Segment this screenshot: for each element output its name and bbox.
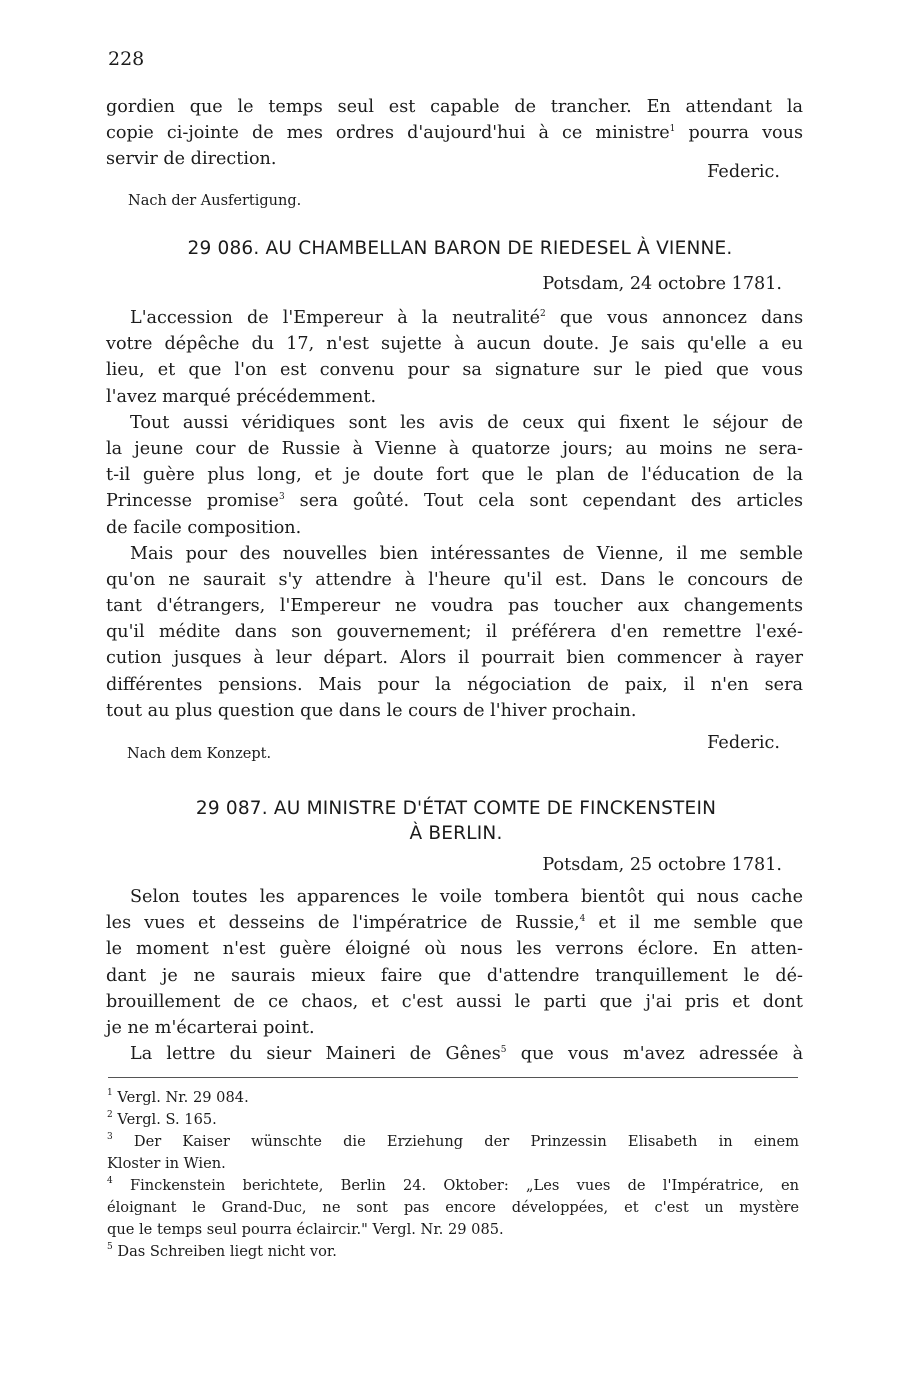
footnote-marker: 2 xyxy=(540,309,546,319)
text-line: Princesse promise$^3$ sera goûté. Tout cela sont cependant des articles xyxy=(106,491,804,512)
footnote-divider xyxy=(108,1077,798,1078)
footnote-marker: 5 xyxy=(107,1242,113,1252)
text-line: Mais pour des nouvelles bien intéressantes de Vienne, il me semble xyxy=(130,543,803,564)
footnote-marker: 1 xyxy=(107,1088,113,1098)
text-line: cution jusques à leur départ. Alors il pourrait bien commencer à rayer xyxy=(106,648,803,669)
text-line: tant d'étrangers, l'Empereur ne voudra pas toucher aux changements xyxy=(106,596,803,617)
footnote: $^1$ Vergl. Nr. 29 084. xyxy=(107,1088,249,1106)
text-line: Tout aussi véridiques sont les avis de ceux qui fixent le séjour de xyxy=(130,412,803,433)
text-line: le moment n'est guère éloigné où nous les verrons éclore. En atten- xyxy=(106,939,803,960)
footnote-marker: 4 xyxy=(579,914,586,925)
text-line: l'avez marqué précédemment. xyxy=(106,386,377,407)
text-line: de facile composition. xyxy=(106,517,302,538)
footnote: $^2$ Vergl. S. 165. xyxy=(107,1110,217,1128)
source-note: Nach dem Konzept. xyxy=(127,746,272,762)
text-line: la jeune cour de Russie à Vienne à quatorze jours; au moins ne sera- xyxy=(106,438,803,459)
source-note: Nach der Ausfertigung. xyxy=(128,193,302,209)
dateline: Potsdam, 24 octobre 1781. xyxy=(542,274,782,294)
text-line: tout au plus question que dans le cours de l'hiver prochain. xyxy=(106,700,637,721)
text-line: les vues et desseins de l'impératrice de Russie,$^4$ et il me semble que xyxy=(106,913,804,934)
footnote-marker: 5 xyxy=(500,1045,507,1056)
footnotes xyxy=(107,1087,799,1263)
footnote-marker: 3 xyxy=(278,492,285,503)
footnote: éloignant le Grand-Duc, ne sont pas encore développées, et c'est un mystère xyxy=(107,1199,799,1216)
footnote-marker: 3 xyxy=(107,1132,113,1142)
text-line: L'accession de l'Empereur à la neutralité$^2$ que vous annoncez dans xyxy=(130,308,804,328)
signature: Federic. xyxy=(707,162,780,182)
footnote: $^3$ Der Kaiser wünschte die Erziehung der Prinzessin Elisabeth in einem xyxy=(107,1132,800,1150)
signature: Federic. xyxy=(707,733,780,753)
footnote-marker: 2 xyxy=(107,1110,113,1120)
dateline: Potsdam, 25 octobre 1781. xyxy=(542,855,782,875)
letter-body xyxy=(106,305,803,724)
footnote: que le temps seul pourra éclaircir." Vergl. Nr. 29 085. xyxy=(107,1221,504,1238)
text-line: La lettre du sieur Maineri de Gênes$^5$ que vous m'avez adressée à xyxy=(130,1044,804,1065)
text-line: t-il guère plus long, et je doute fort que le plan de l'éducation de la xyxy=(106,465,803,486)
page-number: 228 xyxy=(108,48,145,70)
text-line: brouillement de ce chaos, et c'est aussi le parti que j'ai pris et dont xyxy=(106,991,803,1012)
text-line: Selon toutes les apparences le voile tombera bientôt qui nous cache xyxy=(130,887,803,907)
footnote: $^4$ Finckenstein berichtete, Berlin 24. Oktober: „Les vues de l'Impératrice, en xyxy=(107,1176,799,1194)
text-line: servir de direction. xyxy=(106,149,277,170)
text-line: gordien que le temps seul est capable de trancher. En attendant la xyxy=(106,97,803,117)
text-line: qu'il médite dans son gouvernement; il préférera d'en remettre l'exé- xyxy=(106,622,803,643)
letter-heading-continued: À BERLIN. xyxy=(409,823,503,844)
text-line: copie ci-jointe de mes ordres d'aujourd'hui à ce ministre$^1$ pourra vous xyxy=(106,123,804,144)
letter-heading: 29 086. AU CHAMBELLAN BARON DE RIEDESEL À VIENNE. xyxy=(187,238,733,259)
text-line: votre dépêche du 17, n'est sujette à aucun doute. Je sais qu'elle a eu xyxy=(106,334,803,355)
text-line: différentes pensions. Mais pour la négociation de paix, il n'en sera xyxy=(106,674,803,695)
text-line: lieu, et que l'on est convenu pour sa signature sur le pied que vous xyxy=(106,360,803,381)
letter-heading: 29 087. AU MINISTRE D'ÉTAT COMTE DE FINCKENSTEIN xyxy=(195,798,717,819)
footnote: $^5$ Das Schreiben liegt nicht vor. xyxy=(107,1242,337,1260)
text-line: dant je ne saurais mieux faire que d'attendre tranquillement le dé- xyxy=(106,965,803,986)
footnote-marker: 1 xyxy=(669,124,676,135)
text-line: je ne m'écarterai point. xyxy=(106,1017,315,1038)
text-line: qu'on ne saurait s'y attendre à l'heure qu'il est. Dans le concours de xyxy=(106,569,803,590)
footnote: Kloster in Wien. xyxy=(107,1155,226,1172)
continuation-paragraph xyxy=(106,94,803,173)
footnote-marker: 4 xyxy=(107,1176,113,1186)
letter-body xyxy=(106,884,803,1067)
